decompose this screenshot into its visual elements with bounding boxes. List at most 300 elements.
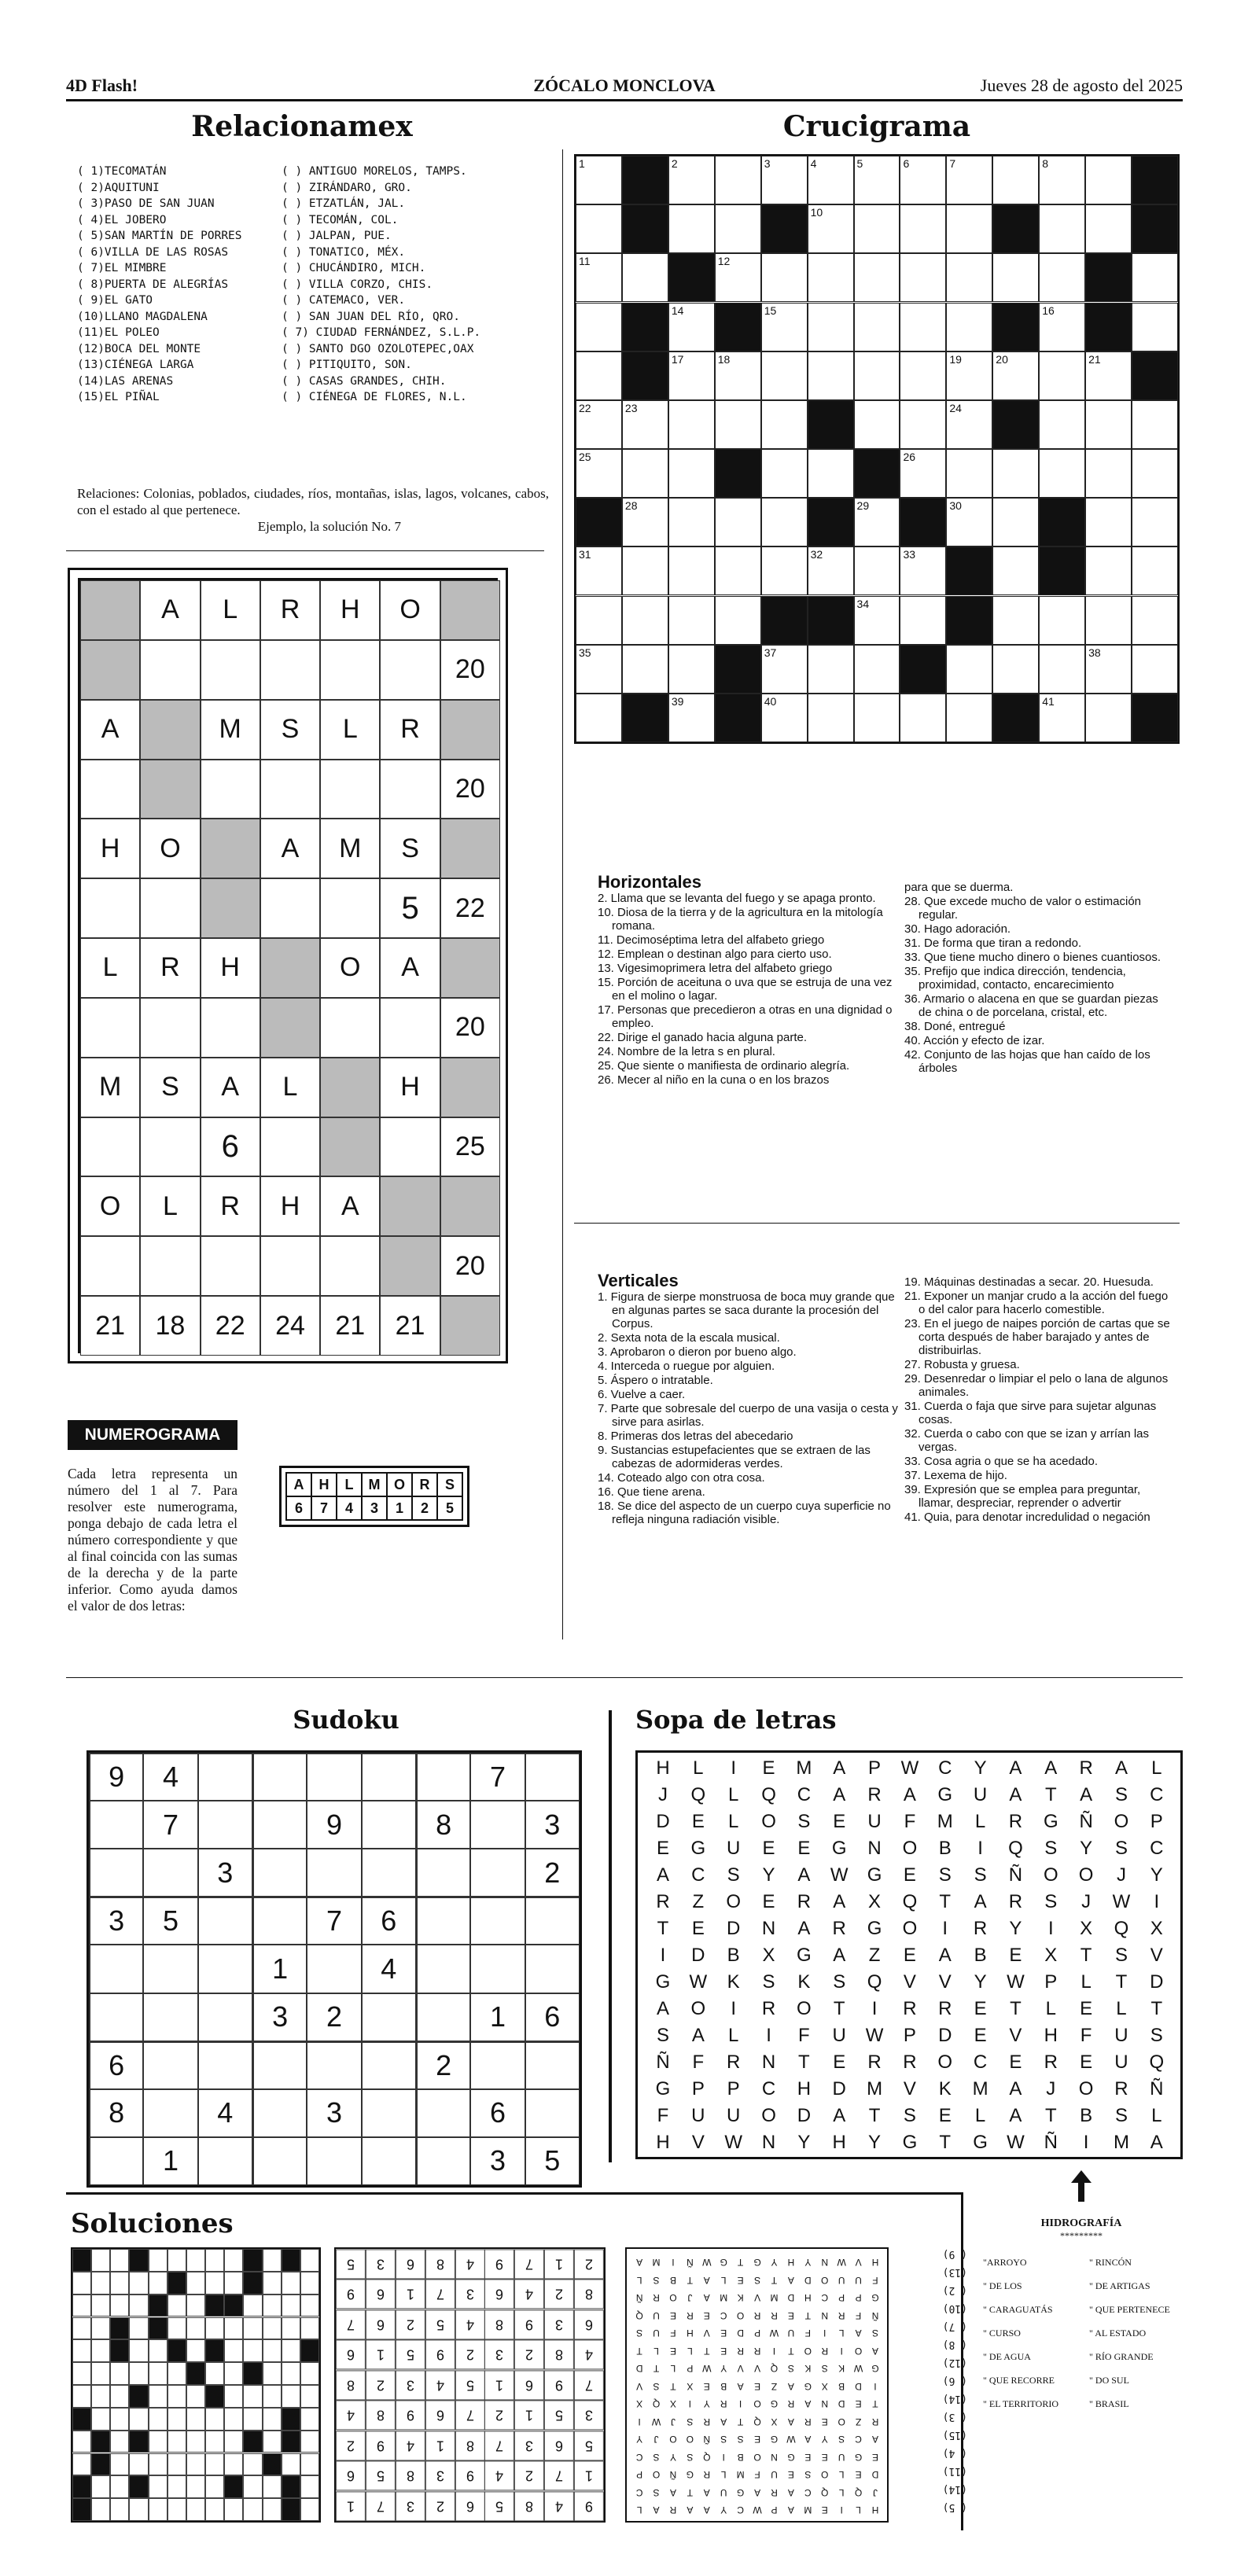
word-search-letter[interactable]: E [903,1864,916,1886]
crossword-cell[interactable] [1132,498,1178,546]
crossword-cell[interactable] [900,351,946,400]
word-search-letter[interactable]: I [871,1998,878,2019]
word-search-letter[interactable]: N [761,2132,776,2153]
sudoku-cell[interactable] [470,1849,525,1897]
word-search-letter[interactable]: V [691,2132,705,2153]
relacion-item-right[interactable]: ( ) ZIRÁNDARO, GRO. [282,181,412,194]
numerograma-cell[interactable] [320,760,380,819]
word-search-letter[interactable]: A [691,2025,705,2046]
numerograma-grid[interactable] [78,578,498,1353]
word-search-letter[interactable]: G [1043,1811,1058,1832]
crossword-cell[interactable] [808,694,854,742]
crossword-cell[interactable] [1132,645,1178,694]
sudoku-cell[interactable] [198,1897,252,1945]
word-search-letter[interactable]: Q [690,1784,706,1805]
word-search-letter[interactable]: S [797,1811,811,1832]
word-search-letter[interactable]: H [1044,2025,1058,2046]
numerograma-cell[interactable] [320,1236,380,1296]
relacion-item-right[interactable]: ( ) SANTO DGO OZOLOTEPEC,OAX [282,342,474,355]
word-search-letter[interactable]: G [867,1864,882,1886]
word-search-letter[interactable]: Q [761,1784,776,1805]
numerograma-cell[interactable] [380,760,440,819]
crossword-cell[interactable] [854,351,900,400]
word-search-letter[interactable]: W [830,1864,849,1886]
crossword-cell[interactable] [576,303,622,351]
numerograma-cell[interactable] [80,998,140,1058]
word-search-letter[interactable]: W [689,1971,708,1993]
crossword-cell[interactable] [854,156,900,204]
word-search-letter[interactable]: A [833,1757,846,1779]
relacion-item-right[interactable]: ( ) CASAS GRANDES, CHIH. [282,374,447,388]
sudoku-cell[interactable] [362,1753,416,1801]
crossword-cell[interactable] [715,498,761,546]
word-search-letter[interactable]: U [1114,2025,1128,2046]
word-search-letter[interactable]: Ñ [1150,2078,1164,2099]
crossword-cell[interactable] [761,694,808,742]
crossword-cell[interactable] [946,449,992,498]
word-search-letter[interactable]: G [655,1971,671,1993]
word-search-letter[interactable]: G [902,2132,918,2153]
sudoku-cell[interactable] [89,1993,143,2041]
word-search-letter[interactable]: A [833,1891,846,1912]
word-search-letter[interactable]: T [1044,1784,1057,1805]
crossword-cell[interactable] [715,400,761,449]
word-search-letter[interactable]: T [1080,1945,1092,1966]
crossword-cell[interactable] [900,400,946,449]
sudoku-cell[interactable] [362,1993,416,2041]
word-search-letter[interactable]: W [1007,2132,1025,2153]
sudoku-cell[interactable] [252,1849,307,1897]
crossword-cell[interactable] [622,596,668,645]
crossword-cell[interactable] [576,156,622,204]
word-search-letter[interactable]: L [974,2105,986,2126]
word-search-letter[interactable]: T [798,2052,810,2073]
crossword-cell[interactable] [761,303,808,351]
word-search-letter[interactable]: N [761,1918,776,1939]
word-search-letter[interactable]: A [1114,1757,1128,1779]
crossword-cell[interactable] [576,204,622,253]
word-search-letter[interactable]: I [977,1838,983,1859]
word-search-letter[interactable]: Q [867,1971,882,1993]
crossword-cell[interactable] [992,449,1039,498]
crossword-cell[interactable] [761,156,808,204]
word-search-letter[interactable]: I [1047,1918,1054,1939]
word-search-letter[interactable]: S [974,1864,987,1886]
word-search-letter[interactable]: U [691,2105,705,2126]
word-search-letter[interactable]: U [727,2105,741,2126]
relacion-item-right[interactable]: ( ) PITIQUITO, SON. [282,359,412,371]
word-search-letter[interactable]: T [1115,1971,1128,1993]
word-search-letter[interactable]: U [727,1838,741,1859]
crossword-cell[interactable] [854,645,900,694]
word-search-letter[interactable]: Ñ [656,2052,670,2073]
word-search-letter[interactable]: S [1044,1838,1058,1859]
sudoku-cell[interactable] [89,1849,143,1897]
relacion-item-right[interactable]: ( ) ETZATLÁN, JAL. [282,197,406,210]
crossword-cell[interactable] [1039,400,1085,449]
crossword-cell[interactable] [1039,303,1085,351]
word-search-letter[interactable]: O [726,1891,742,1912]
crossword-cell[interactable] [900,694,946,742]
crossword-cell[interactable] [900,253,946,302]
word-search-letter[interactable]: Z [692,1891,705,1912]
sudoku-cell[interactable] [252,2041,307,2089]
word-search-letter[interactable]: R [656,1891,670,1912]
word-search-letter[interactable]: B [1080,2105,1093,2126]
word-search-letter[interactable]: A [974,1891,987,1912]
crossword-cell[interactable] [1085,645,1132,694]
crossword-cell[interactable] [668,351,715,400]
crossword-cell[interactable] [854,596,900,645]
word-search-letter[interactable]: A [797,1918,811,1939]
numerograma-cell[interactable] [320,640,380,700]
word-search-letter[interactable]: T [939,1891,952,1912]
numerograma-cell[interactable] [201,1236,260,1296]
numerograma-cell[interactable] [80,760,140,819]
relacion-item-right[interactable]: ( ) VILLA CORZO, CHIS. [282,278,433,291]
crossword-cell[interactable] [1132,253,1178,302]
word-search-letter[interactable]: S [1114,1945,1128,1966]
word-search-letter[interactable]: C [691,1864,705,1886]
relacion-item-right[interactable]: ( ) ANTIGUO MORELOS, TAMPS. [282,165,467,178]
word-search-letter[interactable]: P [868,1757,882,1779]
word-search-letter[interactable]: R [867,2052,882,2073]
sudoku-cell[interactable] [416,2089,470,2137]
word-search-letter[interactable]: J [1081,1891,1092,1912]
word-search-letter[interactable]: S [903,2105,916,2126]
word-search-letter[interactable]: E [974,2025,987,2046]
numerograma-cell[interactable] [260,1117,320,1177]
word-search-letter[interactable]: Y [797,2132,811,2153]
crossword-cell[interactable] [1039,596,1085,645]
sudoku-cell[interactable] [89,2137,143,2185]
crossword-cell[interactable] [622,400,668,449]
word-search-letter[interactable]: Y [762,1864,775,1886]
crossword-cell[interactable] [854,400,900,449]
sudoku-cell[interactable] [252,1801,307,1849]
crossword-cell[interactable] [1085,498,1132,546]
numerograma-cell[interactable] [380,1117,440,1177]
numerograma-cell[interactable] [201,640,260,700]
crossword-cell[interactable] [900,303,946,351]
word-search-letter[interactable]: R [903,1998,917,2019]
crossword-cell[interactable] [854,204,900,253]
word-search-letter[interactable]: M [867,2078,883,2099]
word-search-letter[interactable]: K [727,1971,740,1993]
sudoku-cell[interactable] [525,1897,580,1945]
word-search-letter[interactable]: Z [868,1945,881,1966]
crossword-cell[interactable] [576,645,622,694]
numerograma-cell[interactable] [380,998,440,1058]
crossword-cell[interactable] [576,596,622,645]
crossword-cell[interactable] [668,546,715,595]
crossword-cell[interactable] [808,645,854,694]
word-search-letter[interactable]: L [1116,1998,1127,2019]
word-search-letter[interactable]: E [903,1945,916,1966]
word-search-letter[interactable]: L [728,1811,739,1832]
word-search-letter[interactable]: U [1114,2052,1128,2073]
crossword-cell[interactable] [622,449,668,498]
crossword-cell[interactable] [992,645,1039,694]
word-search-letter[interactable]: K [938,2078,952,2099]
sudoku-cell[interactable] [307,2137,361,2185]
word-search-letter[interactable]: L [1151,2105,1162,2126]
sudoku-cell[interactable] [198,2137,252,2185]
word-search-letter[interactable]: L [1151,1757,1162,1779]
word-search-letter[interactable]: G [937,1784,953,1805]
word-search-letter[interactable]: X [1150,1918,1163,1939]
crossword-cell[interactable] [576,400,622,449]
numerograma-cell[interactable] [140,1236,200,1296]
crossword-cell[interactable] [946,645,992,694]
word-search-letter[interactable]: B [938,1838,952,1859]
word-search-letter[interactable]: R [867,1784,882,1805]
sudoku-cell[interactable] [252,1897,307,1945]
crossword-cell[interactable] [808,303,854,351]
relacion-item-right[interactable]: ( ) JALPAN, PUE. [282,230,392,242]
crossword-cell[interactable] [1132,400,1178,449]
sudoku-cell[interactable] [416,1945,470,1993]
crossword-cell[interactable] [1039,694,1085,742]
word-search-letter[interactable]: G [797,1945,812,1966]
crossword-cell[interactable] [1039,351,1085,400]
word-search-letter[interactable]: O [1114,1811,1129,1832]
numerograma-cell[interactable] [260,760,320,819]
relacion-item-right[interactable]: ( ) TECOMÁN, COL. [282,213,399,226]
crossword-cell[interactable] [900,156,946,204]
crossword-cell[interactable] [715,546,761,595]
word-search-letter[interactable]: R [1008,1811,1023,1832]
crossword-grid[interactable] [574,154,1180,744]
sudoku-cell[interactable] [307,1849,361,1897]
word-search-letter[interactable]: Y [1080,1838,1093,1859]
word-search-letter[interactable]: M [1113,2132,1129,2153]
word-search-letter[interactable]: R [1079,1757,1093,1779]
sudoku-cell[interactable] [143,1849,197,1897]
word-search-letter[interactable]: E [762,1891,775,1912]
word-search-letter[interactable]: U [867,1811,882,1832]
word-search-letter[interactable]: C [938,1757,952,1779]
crossword-cell[interactable] [900,449,946,498]
crossword-cell[interactable] [808,204,854,253]
numerograma-cell[interactable] [80,1117,140,1177]
crossword-cell[interactable] [761,400,808,449]
word-search-letter[interactable]: H [797,2078,812,2099]
sudoku-cell[interactable] [89,1945,143,1993]
relacion-item-right[interactable]: ( ) CIÉNEGA DE FLORES, N.L. [282,391,467,403]
word-search-letter[interactable]: P [727,2078,740,2099]
word-search-letter[interactable]: A [1009,1784,1022,1805]
crossword-cell[interactable] [946,156,992,204]
crossword-cell[interactable] [668,645,715,694]
sudoku-cell[interactable] [470,1945,525,1993]
relacion-item-right[interactable]: ( 7) CIUDAD FERNÁNDEZ, S.L.P. [282,326,481,339]
word-search-letter[interactable]: O [902,1838,918,1859]
word-search-letter[interactable]: U [973,1784,988,1805]
word-search-letter[interactable]: O [1078,2078,1094,2099]
word-search-letter[interactable]: R [1044,2052,1058,2073]
word-search-letter[interactable]: L [1045,1998,1056,2019]
numerograma-cell[interactable] [140,998,200,1058]
word-search-letter[interactable]: E [656,1838,669,1859]
crossword-cell[interactable] [576,449,622,498]
crossword-cell[interactable] [1039,253,1085,302]
word-search-letter[interactable]: T [868,2105,881,2126]
crossword-cell[interactable] [761,546,808,595]
word-search-letter[interactable]: O [797,1998,812,2019]
crossword-cell[interactable] [900,596,946,645]
crossword-cell[interactable] [992,546,1039,595]
crossword-cell[interactable] [1132,303,1178,351]
sudoku-cell[interactable] [252,1753,307,1801]
crossword-cell[interactable] [622,645,668,694]
word-search-letter[interactable]: T [1010,1998,1022,2019]
word-search-letter[interactable]: X [1080,1918,1093,1939]
word-search-letter[interactable]: V [903,2078,916,2099]
crossword-cell[interactable] [715,253,761,302]
sudoku-cell[interactable] [198,1753,252,1801]
word-search-letter[interactable]: R [938,1998,952,2019]
word-search-letter[interactable]: T [1150,1998,1163,2019]
numerograma-cell[interactable] [260,878,320,938]
crossword-cell[interactable] [1039,645,1085,694]
word-search-letter[interactable]: V [1150,1945,1163,1966]
crossword-cell[interactable] [808,351,854,400]
word-search-letter[interactable]: S [1044,1891,1058,1912]
word-search-letter[interactable]: T [1044,2105,1057,2126]
word-search-letter[interactable]: S [1150,2025,1163,2046]
crossword-cell[interactable] [715,596,761,645]
numerograma-cell[interactable] [140,878,200,938]
word-search-letter[interactable]: A [833,1945,846,1966]
crossword-cell[interactable] [761,351,808,400]
word-search-letter[interactable]: F [1080,2025,1092,2046]
word-search-letter[interactable]: D [938,2025,952,2046]
crossword-cell[interactable] [668,694,715,742]
word-search-letter[interactable]: V [938,1971,952,1993]
word-search-letter[interactable]: A [1044,1757,1058,1779]
word-search-letter[interactable]: O [1043,1864,1058,1886]
sudoku-cell[interactable] [362,1849,416,1897]
numerograma-cell[interactable] [320,998,380,1058]
crossword-cell[interactable] [992,498,1039,546]
word-search-letter[interactable]: T [833,1998,845,2019]
word-search-letter[interactable]: I [942,1918,948,1939]
crossword-cell[interactable] [1085,400,1132,449]
crossword-cell[interactable] [576,694,622,742]
numerograma-cell[interactable] [140,640,200,700]
word-search-letter[interactable]: Q [1149,2052,1165,2073]
numerograma-cell[interactable] [260,1236,320,1296]
sudoku-cell[interactable] [525,2041,580,2089]
word-search-letter[interactable]: R [1114,2078,1128,2099]
sudoku-cell[interactable] [198,1801,252,1849]
word-search-letter[interactable]: A [938,1945,952,1966]
word-search-letter[interactable]: A [1080,1784,1093,1805]
word-search-letter[interactable]: Y [1150,1864,1163,1886]
word-search-letter[interactable]: E [797,1838,811,1859]
word-search-letter[interactable]: R [832,1918,846,1939]
word-search-letter[interactable]: R [727,2052,741,2073]
word-search-letter[interactable]: E [691,1918,705,1939]
word-search-letter[interactable]: V [1009,2025,1022,2046]
crossword-cell[interactable] [1132,546,1178,595]
word-search-letter[interactable]: Ñ [1044,2132,1058,2153]
sudoku-cell[interactable] [416,2137,470,2185]
crossword-cell[interactable] [668,449,715,498]
word-search-letter[interactable]: V [903,1971,916,1993]
word-search-letter[interactable]: Ñ [1008,1864,1023,1886]
sudoku-cell[interactable] [307,1945,361,1993]
sudoku-cell[interactable] [89,1801,143,1849]
word-search-letter[interactable]: J [1116,1864,1126,1886]
word-search-letter[interactable]: X [1044,1945,1058,1966]
word-search-letter[interactable]: E [1080,2052,1093,2073]
word-search-letter[interactable]: S [1114,1838,1128,1859]
crossword-cell[interactable] [946,204,992,253]
word-search-letter[interactable]: D [691,1945,705,1966]
word-search-letter[interactable]: H [832,2132,846,2153]
word-search-letter[interactable]: F [657,2105,669,2126]
word-search-letter[interactable]: E [762,1838,775,1859]
word-search-letter[interactable]: R [1008,1891,1023,1912]
crossword-cell[interactable] [992,351,1039,400]
word-search-letter[interactable]: L [974,1811,986,1832]
word-search-letter[interactable]: O [937,2052,953,2073]
crossword-cell[interactable] [622,253,668,302]
crossword-cell[interactable] [854,694,900,742]
word-search-letter[interactable]: W [724,2132,743,2153]
numerograma-cell[interactable] [380,640,440,700]
crossword-cell[interactable] [1085,204,1132,253]
crossword-cell[interactable] [576,253,622,302]
word-search-letter[interactable]: S [833,1971,846,1993]
crossword-cell[interactable] [622,546,668,595]
sudoku-cell[interactable] [525,1753,580,1801]
crossword-cell[interactable] [946,694,992,742]
word-search-letter[interactable]: Q [1008,1838,1023,1859]
word-search-letter[interactable]: R [903,2052,917,2073]
word-search-letter[interactable]: Y [974,1971,987,1993]
word-search-letter[interactable]: J [658,1784,668,1805]
word-search-letter[interactable]: O [1078,1864,1094,1886]
sudoku-cell[interactable] [143,1993,197,2041]
crossword-cell[interactable] [808,156,854,204]
crossword-cell[interactable] [808,546,854,595]
word-search-letter[interactable]: Ñ [1079,1811,1093,1832]
word-search-letter[interactable]: F [904,1811,916,1832]
word-search-letter[interactable]: X [868,1891,882,1912]
sudoku-cell[interactable] [362,1801,416,1849]
crossword-cell[interactable] [761,498,808,546]
word-search-letter[interactable]: E [833,1811,846,1832]
crossword-cell[interactable] [1085,449,1132,498]
word-search-letter[interactable]: O [902,1918,918,1939]
word-search-letter[interactable]: S [762,1971,775,1993]
word-search-letter[interactable]: W [1112,1891,1131,1912]
sudoku-cell[interactable] [143,2089,197,2137]
word-search-letter[interactable]: B [974,1945,987,1966]
crossword-cell[interactable] [946,303,992,351]
numerograma-cell[interactable] [320,878,380,938]
word-search-letter[interactable]: I [1083,2132,1089,2153]
crossword-cell[interactable] [808,449,854,498]
word-search-letter[interactable]: M [796,1757,812,1779]
word-search-letter[interactable]: Q [1114,1918,1129,1939]
word-search-letter[interactable]: L [693,1757,704,1779]
crossword-cell[interactable] [992,253,1039,302]
crossword-cell[interactable] [900,204,946,253]
